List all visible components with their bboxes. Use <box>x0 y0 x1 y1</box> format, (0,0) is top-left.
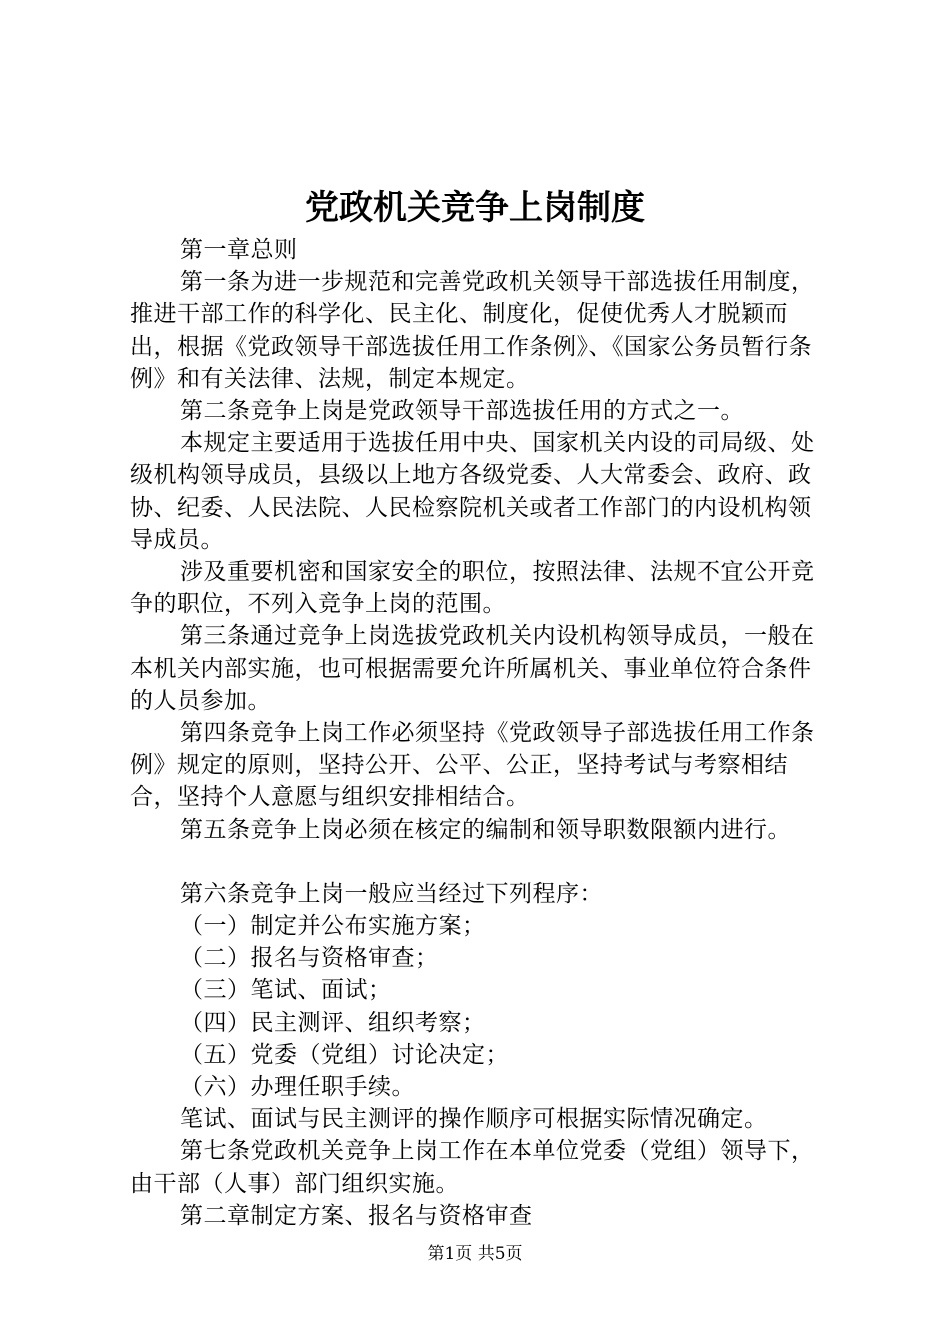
chapter-heading: 第二章制定方案、报名与资格审查 <box>180 1202 533 1229</box>
document-title: 党政机关竞争上岗制度 <box>305 188 645 228</box>
article-paragraph: 第六条竞争上岗一般应当经过下列程序： <box>180 880 603 907</box>
list-item: （四）民主测评、组织考察； <box>180 1009 486 1036</box>
article-paragraph: 第三条通过竞争上岗选拔党政机关内设机构领导成员，一般在本机关内部实施，也可根据需要允许所属机关、事业单位符合条件的人员参加。 <box>130 623 815 714</box>
page-number: 第1页 共5页 <box>427 1244 523 1264</box>
list-item: （一）制定并公布实施方案； <box>180 913 486 940</box>
document-body <box>130 234 830 1232</box>
article-paragraph: 第七条党政机关竞争上岗工作在本单位党委（党组）领导下，由干部（人事）部门组织实施。 <box>130 1138 815 1197</box>
list-item: （六）办理任职手续。 <box>180 1074 415 1101</box>
article-paragraph: 第一条为进一步规范和完善党政机关领导干部选拔任用制度，推进干部工作的科学化、民主化、制度化，促使优秀人才脱颖而出，根据《党政领导干部选拔任用工作条例》、《国家公务员暂行条例》和有关法律、法规，制定本规定。 <box>130 269 815 392</box>
chapter-heading: 第一章总则 <box>180 237 298 263</box>
article-paragraph: 本规定主要适用于选拔任用中央、国家机关内设的司局级、处级机构领导成员，县级以上地方各级党委、人大常委会、政府、政协、纪委、人民法院、人民检察院机关或者工作部门的内设机构领导成员。 <box>130 430 815 553</box>
list-item: （五）党委（党组）讨论决定； <box>180 1041 509 1068</box>
list-item: （二）报名与资格审查； <box>180 945 439 972</box>
article-paragraph: 第五条竞争上岗必须在核定的编制和领导职数限额内进行。 <box>180 816 791 843</box>
article-paragraph: 笔试、面试与民主测评的操作顺序可根据实际情况确定。 <box>180 1106 768 1133</box>
list-item: （三）笔试、面试； <box>180 977 392 1004</box>
article-paragraph: 第二条竞争上岗是党政领导干部选拔任用的方式之一。 <box>180 398 744 425</box>
article-paragraph: 第四条竞争上岗工作必须坚持《党政领导子部选拔任用工作条例》规定的原则，坚持公开、公平、公正，坚持考试与考察相结合，坚持个人意愿与组织安排相结合。 <box>130 720 815 811</box>
article-paragraph: 涉及重要机密和国家安全的职位，按照法律、法规不宜公开竞争的职位，不列入竞争上岗的范围。 <box>130 559 815 618</box>
